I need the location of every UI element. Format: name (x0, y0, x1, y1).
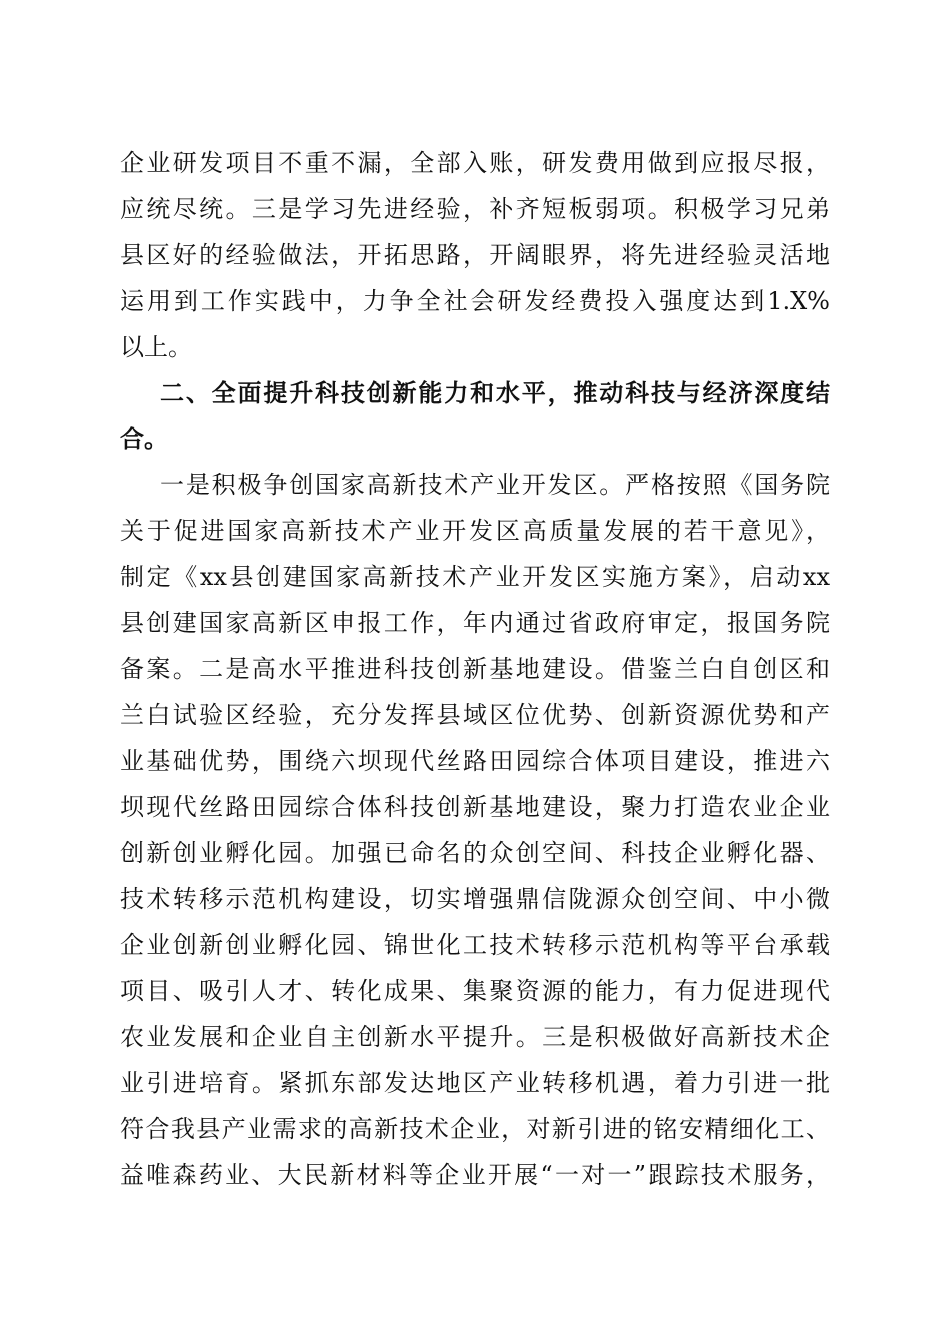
text-line: 运用到工作实践中，力争全社会研发经费投入强度达到1.X% (120, 287, 830, 315)
text-line: 关于促进国家高新技术产业开发区高质量发展的若干意见》， (120, 517, 830, 545)
text-line: 一是积极争创国家高新技术产业开发区。严格按照《国务院 (160, 471, 830, 499)
text-line: 符合我县产业需求的高新技术企业，对新引进的铭安精细化工、 (120, 1115, 830, 1143)
text-line: 应统尽统。三是学习先进经验，补齐短板弱项。积极学习兄弟 (120, 195, 830, 223)
text-line: 县区好的经验做法，开拓思路，开阔眼界，将先进经验灵活地 (120, 241, 830, 269)
text-line: 业引进培育。紧抓东部发达地区产业转移机遇，着力引进一批 (120, 1069, 830, 1097)
text-line: 县创建国家高新区申报工作，年内通过省政府审定，报国务院 (120, 609, 830, 637)
text-line: 农业发展和企业自主创新水平提升。三是积极做好高新技术企 (120, 1023, 830, 1051)
text-line: 兰白试验区经验，充分发挥县域区位优势、创新资源优势和产 (120, 701, 830, 729)
text-line: 制定《xx县创建国家高新技术产业开发区实施方案》，启动xx (120, 563, 830, 591)
text-line: 业基础优势，围绕六坝现代丝路田园综合体项目建设，推进六 (120, 747, 830, 775)
text-line: 坝现代丝路田园综合体科技创新基地建设，聚力打造农业企业 (120, 793, 830, 821)
section-heading: 合。 (120, 425, 168, 453)
text-line: 创新创业孵化园。加强已命名的众创空间、科技企业孵化器、 (120, 839, 830, 867)
text-line: 备案。二是高水平推进科技创新基地建设。借鉴兰白自创区和 (120, 655, 830, 683)
text-line: 项目、吸引人才、转化成果、集聚资源的能力，有力促进现代 (120, 977, 830, 1005)
text-line: 益唯森药业、大民新材料等企业开展“一对一”跟踪技术服务， (120, 1161, 830, 1189)
text-line: 技术转移示范机构建设，切实增强鼎信陇源众创空间、中小微 (120, 885, 830, 913)
text-line: 以上。 (120, 333, 192, 361)
text-line: 企业研发项目不重不漏，全部入账，研发费用做到应报尽报， (120, 149, 830, 177)
section-heading: 二、全面提升科技创新能力和水平，推动科技与经济深度结 (160, 379, 830, 407)
text-line: 企业创新创业孵化园、锦世化工技术转移示范机构等平台承载 (120, 931, 830, 959)
